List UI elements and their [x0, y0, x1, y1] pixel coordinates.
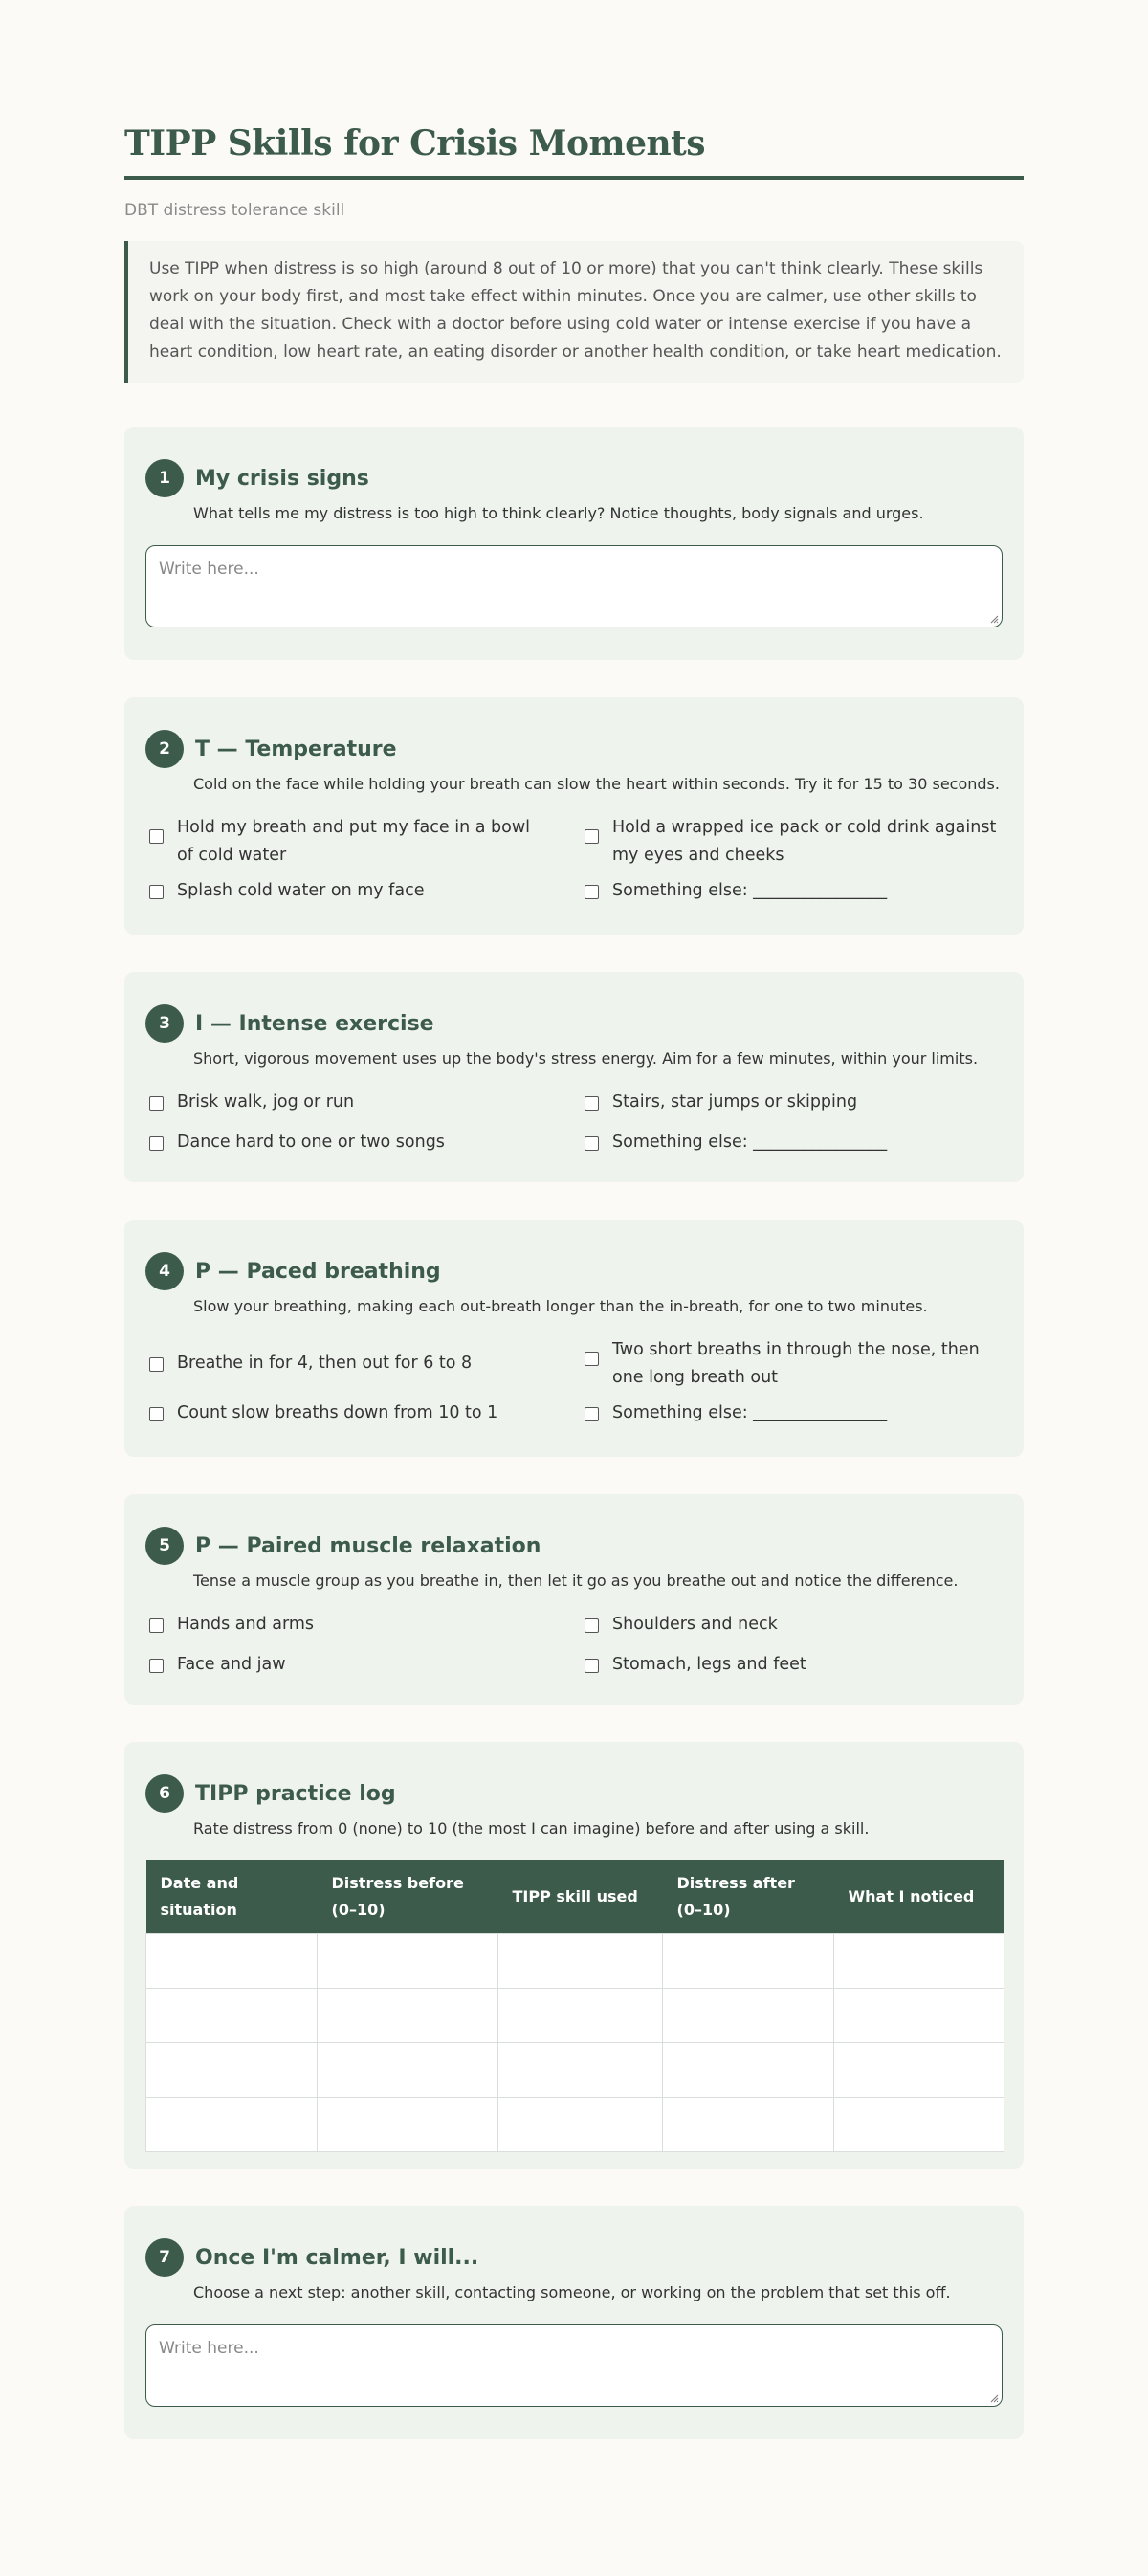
page-subtitle: DBT distress tolerance skill: [124, 201, 345, 220]
checkbox[interactable]: [585, 1659, 599, 1673]
section-description: Tense a muscle group as you breathe in, then let it go as you breathe out and notice the difference.: [193, 1572, 959, 1590]
intro-callout: Use TIPP when distress is so high (around 8 out of 10 or more) that you can't think clearly. These skills work on your body first, and most take effect within minutes. Once you are calmer, use other skills to deal with the situation. Check with a doctor before using cold water or intense exercise if you have a heart condition, low heart rate, an eating disorder or another health condition, or take heart medication.: [124, 241, 1024, 383]
option-label: Hold my breath and put my face in a bowl of cold water: [177, 818, 530, 865]
section-title: My crisis signs: [195, 466, 369, 491]
table-row: [146, 1933, 1004, 1988]
page-title: TIPP Skills for Crisis Moments: [124, 123, 706, 164]
section-header: [145, 730, 397, 768]
column-header: TIPP skill used: [498, 1860, 663, 1933]
resize-grip-icon[interactable]: [989, 614, 999, 624]
section-number-badge: 5: [145, 1527, 184, 1565]
section-title: I — Intense exercise: [195, 1011, 434, 1036]
option-count-down[interactable]: [149, 1399, 541, 1427]
table-cell[interactable]: [146, 2042, 318, 2097]
textarea-placeholder: Write here...: [159, 560, 259, 579]
section-title: P — Paced breathing: [195, 1259, 441, 1284]
section-description: Short, vigorous movement uses up the body's stress energy. Aim for a few minutes, within your limits.: [193, 1049, 979, 1068]
section-practice-log: [124, 1742, 1024, 2169]
section-number-badge: 6: [145, 1774, 184, 1813]
option-label: Something else: ________________: [612, 881, 888, 900]
column-header: Distress before (0–10): [318, 1860, 498, 1933]
section-header: [145, 1774, 396, 1813]
section-number-badge: 4: [145, 1252, 184, 1290]
option-stomach-legs-feet[interactable]: [585, 1651, 1006, 1679]
option-label: Dance hard to one or two songs: [177, 1133, 445, 1152]
option-label: Hands and arms: [177, 1615, 315, 1634]
checkbox[interactable]: [149, 1618, 164, 1633]
option-label: Face and jaw: [177, 1655, 286, 1674]
table-cell[interactable]: [663, 2097, 834, 2151]
checkbox[interactable]: [149, 1407, 164, 1421]
section-header: [145, 2238, 478, 2277]
table-cell[interactable]: [146, 2097, 318, 2151]
title-divider: [124, 176, 1024, 180]
table-cell[interactable]: [663, 1933, 834, 1988]
option-label: Two short breaths in through the nose, then one long breath out: [612, 1340, 980, 1387]
column-header: Date and situation: [146, 1860, 318, 1933]
section-next-step: [124, 2206, 1024, 2439]
checkbox[interactable]: [149, 885, 164, 899]
worksheet-container: [124, 115, 1024, 2358]
table-cell[interactable]: [498, 1988, 663, 2042]
option-label: Stomach, legs and feet: [612, 1655, 806, 1674]
table-cell[interactable]: [834, 1988, 1004, 2042]
option-ice-pack[interactable]: [585, 814, 1006, 870]
section-header: [145, 1527, 541, 1565]
section-header: [145, 459, 369, 497]
option-something-else[interactable]: [585, 1129, 1006, 1156]
table-cell[interactable]: [663, 1988, 834, 2042]
option-breathe-4-6[interactable]: [149, 1350, 541, 1377]
checkbox[interactable]: [585, 1618, 599, 1633]
checkbox[interactable]: [585, 1136, 599, 1151]
option-hands-arms[interactable]: [149, 1611, 541, 1639]
option-walk-jog-run[interactable]: [149, 1089, 541, 1116]
table-row: [146, 2097, 1004, 2151]
section-header: [145, 1004, 434, 1043]
crisis-signs-textarea[interactable]: [145, 545, 1003, 627]
table-cell[interactable]: [834, 1933, 1004, 1988]
option-label: Hold a wrapped ice pack or cold drink against my eyes and cheeks: [612, 818, 997, 865]
column-header: Distress after (0–10): [663, 1860, 834, 1933]
section-number-badge: 2: [145, 730, 184, 768]
checkbox[interactable]: [149, 1659, 164, 1673]
section-description: Choose a next step: another skill, contacting someone, or working on the problem that set this off.: [193, 2283, 951, 2301]
option-splash-cold-water[interactable]: [149, 877, 541, 905]
checkbox[interactable]: [585, 1407, 599, 1421]
section-temperature: [124, 697, 1024, 935]
table-header-row: [146, 1860, 1004, 1933]
section-number-badge: 1: [145, 459, 184, 497]
section-intense-exercise: [124, 972, 1024, 1182]
section-muscle-relaxation: [124, 1494, 1024, 1705]
option-label: Something else: ________________: [612, 1403, 888, 1422]
option-face-jaw[interactable]: [149, 1651, 541, 1679]
option-shoulders-neck[interactable]: [585, 1611, 1006, 1639]
option-two-short-breaths[interactable]: [585, 1336, 1006, 1392]
option-label: Something else: ________________: [612, 1133, 888, 1152]
table-cell[interactable]: [318, 1933, 498, 1988]
table-cell[interactable]: [498, 2042, 663, 2097]
section-title: P — Paired muscle relaxation: [195, 1533, 541, 1558]
table-cell[interactable]: [318, 2097, 498, 2151]
table-cell[interactable]: [318, 2042, 498, 2097]
table-body: [146, 1933, 1004, 2151]
option-stairs-jumps[interactable]: [585, 1089, 1006, 1116]
checkbox[interactable]: [149, 829, 164, 844]
option-face-in-cold-water[interactable]: [149, 814, 541, 870]
table-cell[interactable]: [318, 1988, 498, 2042]
option-label: Count slow breaths down from 10 to 1: [177, 1403, 498, 1422]
table-cell[interactable]: [663, 2042, 834, 2097]
checkbox[interactable]: [149, 1136, 164, 1151]
section-description: What tells me my distress is too high to think clearly? Notice thoughts, body signals and urges.: [193, 504, 924, 522]
table-cell[interactable]: [146, 1933, 318, 1988]
resize-grip-icon[interactable]: [989, 2393, 999, 2403]
section-paced-breathing: [124, 1220, 1024, 1457]
table-cell[interactable]: [498, 1933, 663, 1988]
option-label: Breathe in for 4, then out for 6 to 8: [177, 1354, 473, 1373]
practice-log-table: [145, 1860, 1004, 2152]
option-label: Brisk walk, jog or run: [177, 1092, 355, 1112]
section-title: T — Temperature: [195, 737, 397, 761]
column-header: What I noticed: [834, 1860, 1004, 1933]
textarea-placeholder: Write here...: [159, 2339, 259, 2358]
option-something-else[interactable]: [585, 1399, 1006, 1427]
section-title: Once I'm calmer, I will...: [195, 2245, 479, 2270]
table-cell[interactable]: [146, 1988, 318, 2042]
checkbox[interactable]: [585, 1352, 599, 1366]
table-cell[interactable]: [834, 2097, 1004, 2151]
table-row: [146, 1988, 1004, 2042]
section-header: [145, 1252, 441, 1290]
option-label: Splash cold water on my face: [177, 881, 425, 900]
section-number-badge: 3: [145, 1004, 184, 1043]
checkbox[interactable]: [585, 885, 599, 899]
option-something-else[interactable]: [585, 877, 1006, 905]
option-label: Shoulders and neck: [612, 1615, 778, 1634]
checkbox[interactable]: [149, 1096, 164, 1111]
section-description: Slow your breathing, making each out-breath longer than the in-breath, for one to two minutes.: [193, 1297, 928, 1315]
table-cell[interactable]: [834, 2042, 1004, 2097]
section-description: Rate distress from 0 (none) to 10 (the most I can imagine) before and after using a skill.: [193, 1819, 870, 1838]
section-description: Cold on the face while holding your breath can slow the heart within seconds. Try it for 15 to 30 seconds.: [193, 775, 1000, 793]
option-label: Stairs, star jumps or skipping: [612, 1092, 858, 1112]
option-dance[interactable]: [149, 1129, 541, 1156]
checkbox[interactable]: [585, 1096, 599, 1111]
table-row: [146, 2042, 1004, 2097]
checkbox[interactable]: [149, 1357, 164, 1372]
section-crisis-signs: [124, 427, 1024, 660]
section-number-badge: 7: [145, 2238, 184, 2277]
next-step-textarea[interactable]: [145, 2324, 1003, 2407]
section-title: TIPP practice log: [195, 1781, 396, 1806]
table-cell[interactable]: [498, 2097, 663, 2151]
checkbox[interactable]: [585, 829, 599, 844]
